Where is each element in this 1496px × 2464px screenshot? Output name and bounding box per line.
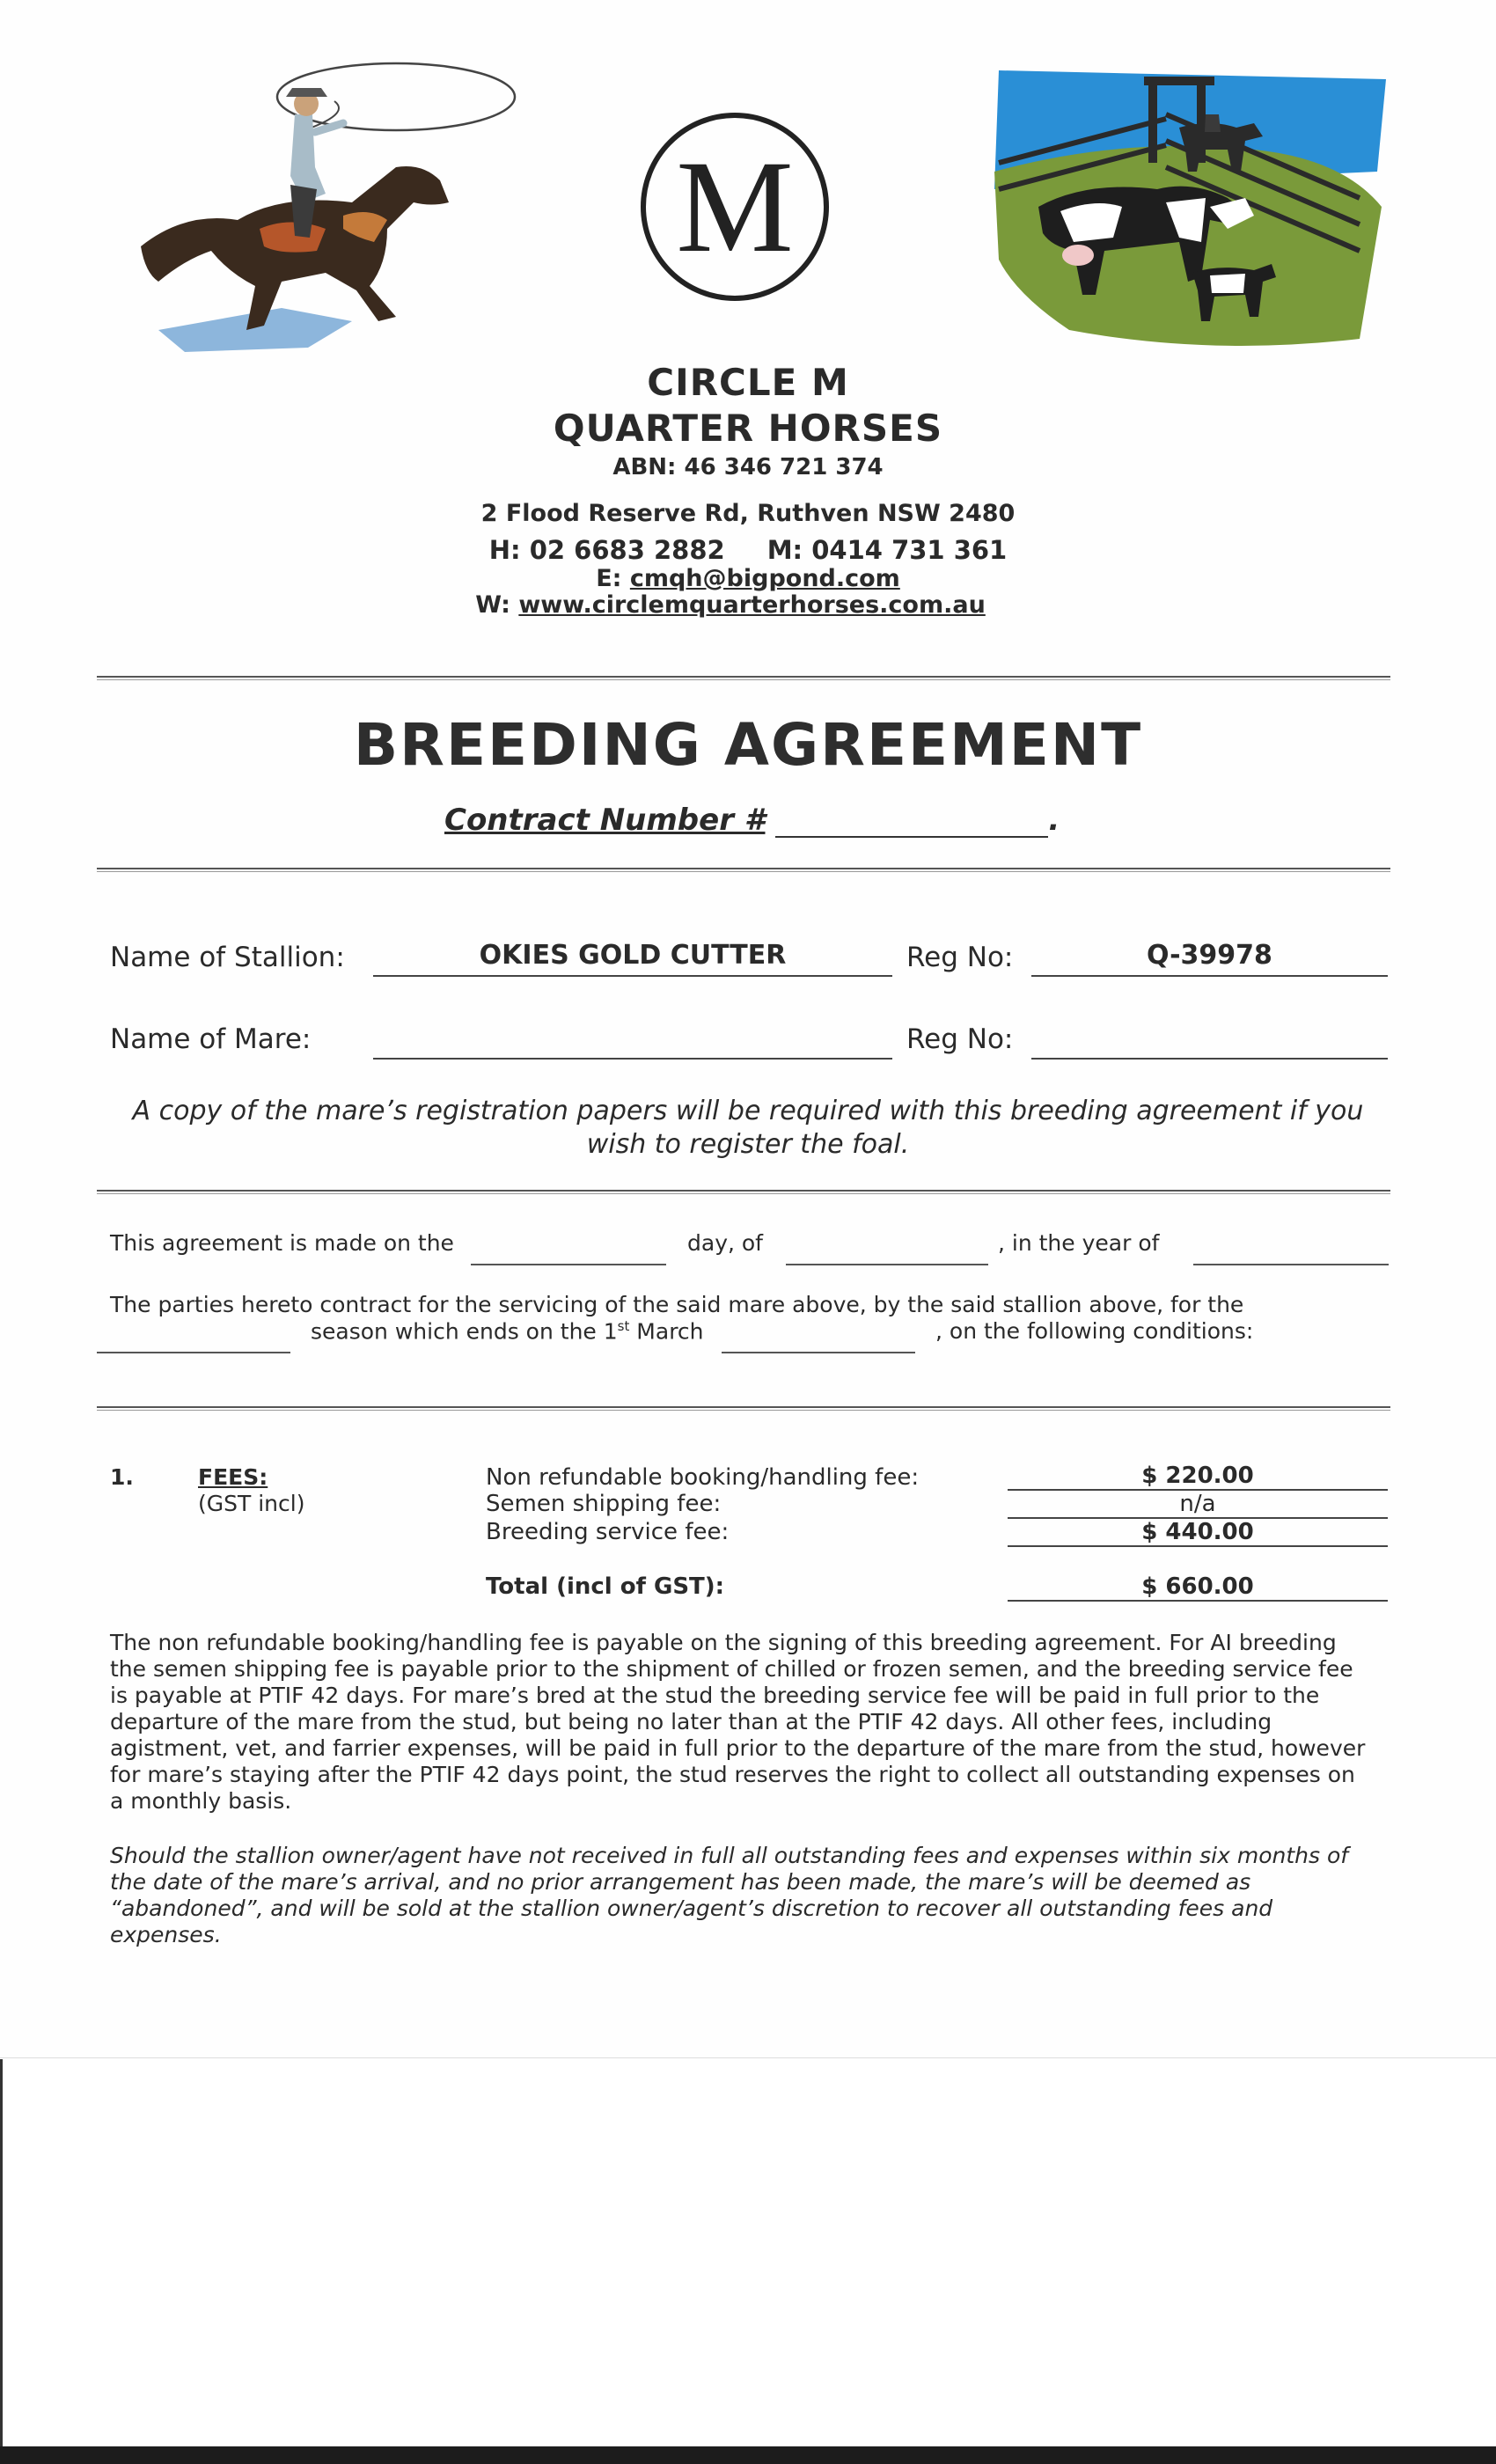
email-label: E:: [596, 565, 622, 592]
divider-3: [97, 1190, 1390, 1194]
fee-label-breeding: Breeding service fee:: [486, 1519, 730, 1545]
web-link[interactable]: www.circlemquarterhorses.com.au: [518, 591, 986, 619]
fee-total-amount: $ 660.00: [1008, 1573, 1388, 1602]
season-label: season which ends on the 1: [311, 1318, 618, 1345]
page-title: BREEDING AGREEMENT: [353, 711, 1143, 779]
season-field[interactable]: [97, 1350, 290, 1353]
contract-number: [444, 803, 1060, 838]
month-field[interactable]: [786, 1262, 988, 1265]
phone-home: H: 02 6683 2882: [488, 535, 725, 565]
year-of-label: , in the year of: [998, 1230, 1160, 1256]
abn: ABN: 46 346 721 374: [612, 454, 884, 480]
fees-heading: FEES:: [198, 1464, 268, 1490]
web-label: W:: [475, 591, 510, 619]
fee-amount-shipping: n/a: [1008, 1491, 1388, 1519]
stallion-reg-label: Reg No:: [906, 942, 1014, 973]
address: 2 Flood Reserve Rd, Ruthven NSW 2480: [480, 500, 1016, 527]
fee-amount-booking: $ 220.00: [1008, 1463, 1388, 1491]
phone-mobile: M: 0414 731 361: [766, 535, 1008, 565]
divider-2: [97, 868, 1390, 872]
payment-terms-paragraph: The non refundable booking/handling fee is payable on the signing of this breeding agreement. For AI breeding the semen shipping fee is payable prior to the shipment of chilled or frozen semen, and the breeding service fee is payable at PTIF 42 days. For mare’s bred at the stud the breeding service fee will be paid in full prior to the departure of the mare from the stud, but being no later than at the PTIF 42 days. All other fees, including agistment, vet, and farrier expenses, will be paid in full prior to the departure of the mare from the stud, however for mare’s staying after the PTIF 42 days point, the stud reserves the right to collect all outstanding expenses on a monthly basis.: [110, 1630, 1366, 1814]
logo-letter: M: [676, 134, 794, 280]
fees-gst-note: (GST incl): [198, 1491, 305, 1516]
parties-line: The parties hereto contract for the servicing of the said mare above, by the said stallion above, for the: [110, 1292, 1244, 1317]
mare-reg-field[interactable]: [1031, 1019, 1388, 1060]
phone-line: [352, 535, 1144, 565]
made-on-label: This agreement is made on the: [110, 1230, 454, 1256]
farm-cattle-icon: [990, 66, 1390, 356]
cowboy-horse-icon: [106, 62, 528, 361]
day-field[interactable]: [471, 1262, 666, 1265]
scan-background: [0, 2057, 1496, 2447]
email-link[interactable]: cmqh@bigpond.com: [629, 565, 900, 592]
fee-amount-breeding: $ 440.00: [1008, 1519, 1388, 1547]
company-name-line2: QUARTER HORSES: [553, 407, 943, 450]
abandonment-paragraph: Should the stallion owner/agent have not received in full all outstanding fees and expenses within six months of the date of the mare’s arrival, and no prior arrangement has been made, the mare’s will be deemed as “abandoned”, and will be sold at the stallion owner/agent’s discretion to recover all outstanding fees and expenses.: [110, 1843, 1349, 1947]
company-name-line1: CIRCLE M: [647, 361, 849, 404]
mare-reg-label: Reg No:: [906, 1023, 1014, 1055]
contract-end: .: [1048, 803, 1060, 838]
fee-total-label: Total (incl of GST):: [486, 1573, 725, 1600]
stallion-name-label: Name of Stallion:: [110, 942, 345, 973]
season-text: [311, 1318, 704, 1344]
scan-bottom-bar: [0, 2446, 1496, 2464]
web-line: [334, 591, 1126, 619]
year-field[interactable]: [1193, 1262, 1389, 1265]
season-end-year-field[interactable]: [722, 1350, 915, 1353]
season-month: March: [629, 1318, 704, 1345]
stallion-name-field[interactable]: OKIES GOLD CUTTER: [373, 936, 892, 977]
fees-number: 1.: [110, 1464, 134, 1490]
day-of-label: day, of: [687, 1230, 763, 1256]
mare-papers-note: A copy of the mare’s registration papers will be required with this breeding agreement if you wish to register the foal.: [132, 1096, 1364, 1160]
mare-name-label: Name of Mare:: [110, 1023, 312, 1055]
circle-m-logo-icon: [638, 110, 832, 304]
fee-label-shipping: Semen shipping fee:: [486, 1491, 722, 1517]
conditions-label: , on the following conditions:: [935, 1318, 1254, 1344]
mare-name-field[interactable]: [373, 1019, 892, 1060]
scan-edge: [0, 2059, 3, 2446]
divider-1: [97, 676, 1390, 680]
fee-label-booking: Non refundable booking/handling fee:: [486, 1464, 920, 1491]
contract-number-field[interactable]: [775, 808, 1048, 838]
contract-label: Contract Number #: [444, 803, 766, 838]
stallion-reg-field[interactable]: Q-39978: [1031, 936, 1388, 977]
season-sup: st: [617, 1318, 630, 1334]
email-line: [352, 565, 1144, 592]
divider-4: [97, 1406, 1390, 1411]
